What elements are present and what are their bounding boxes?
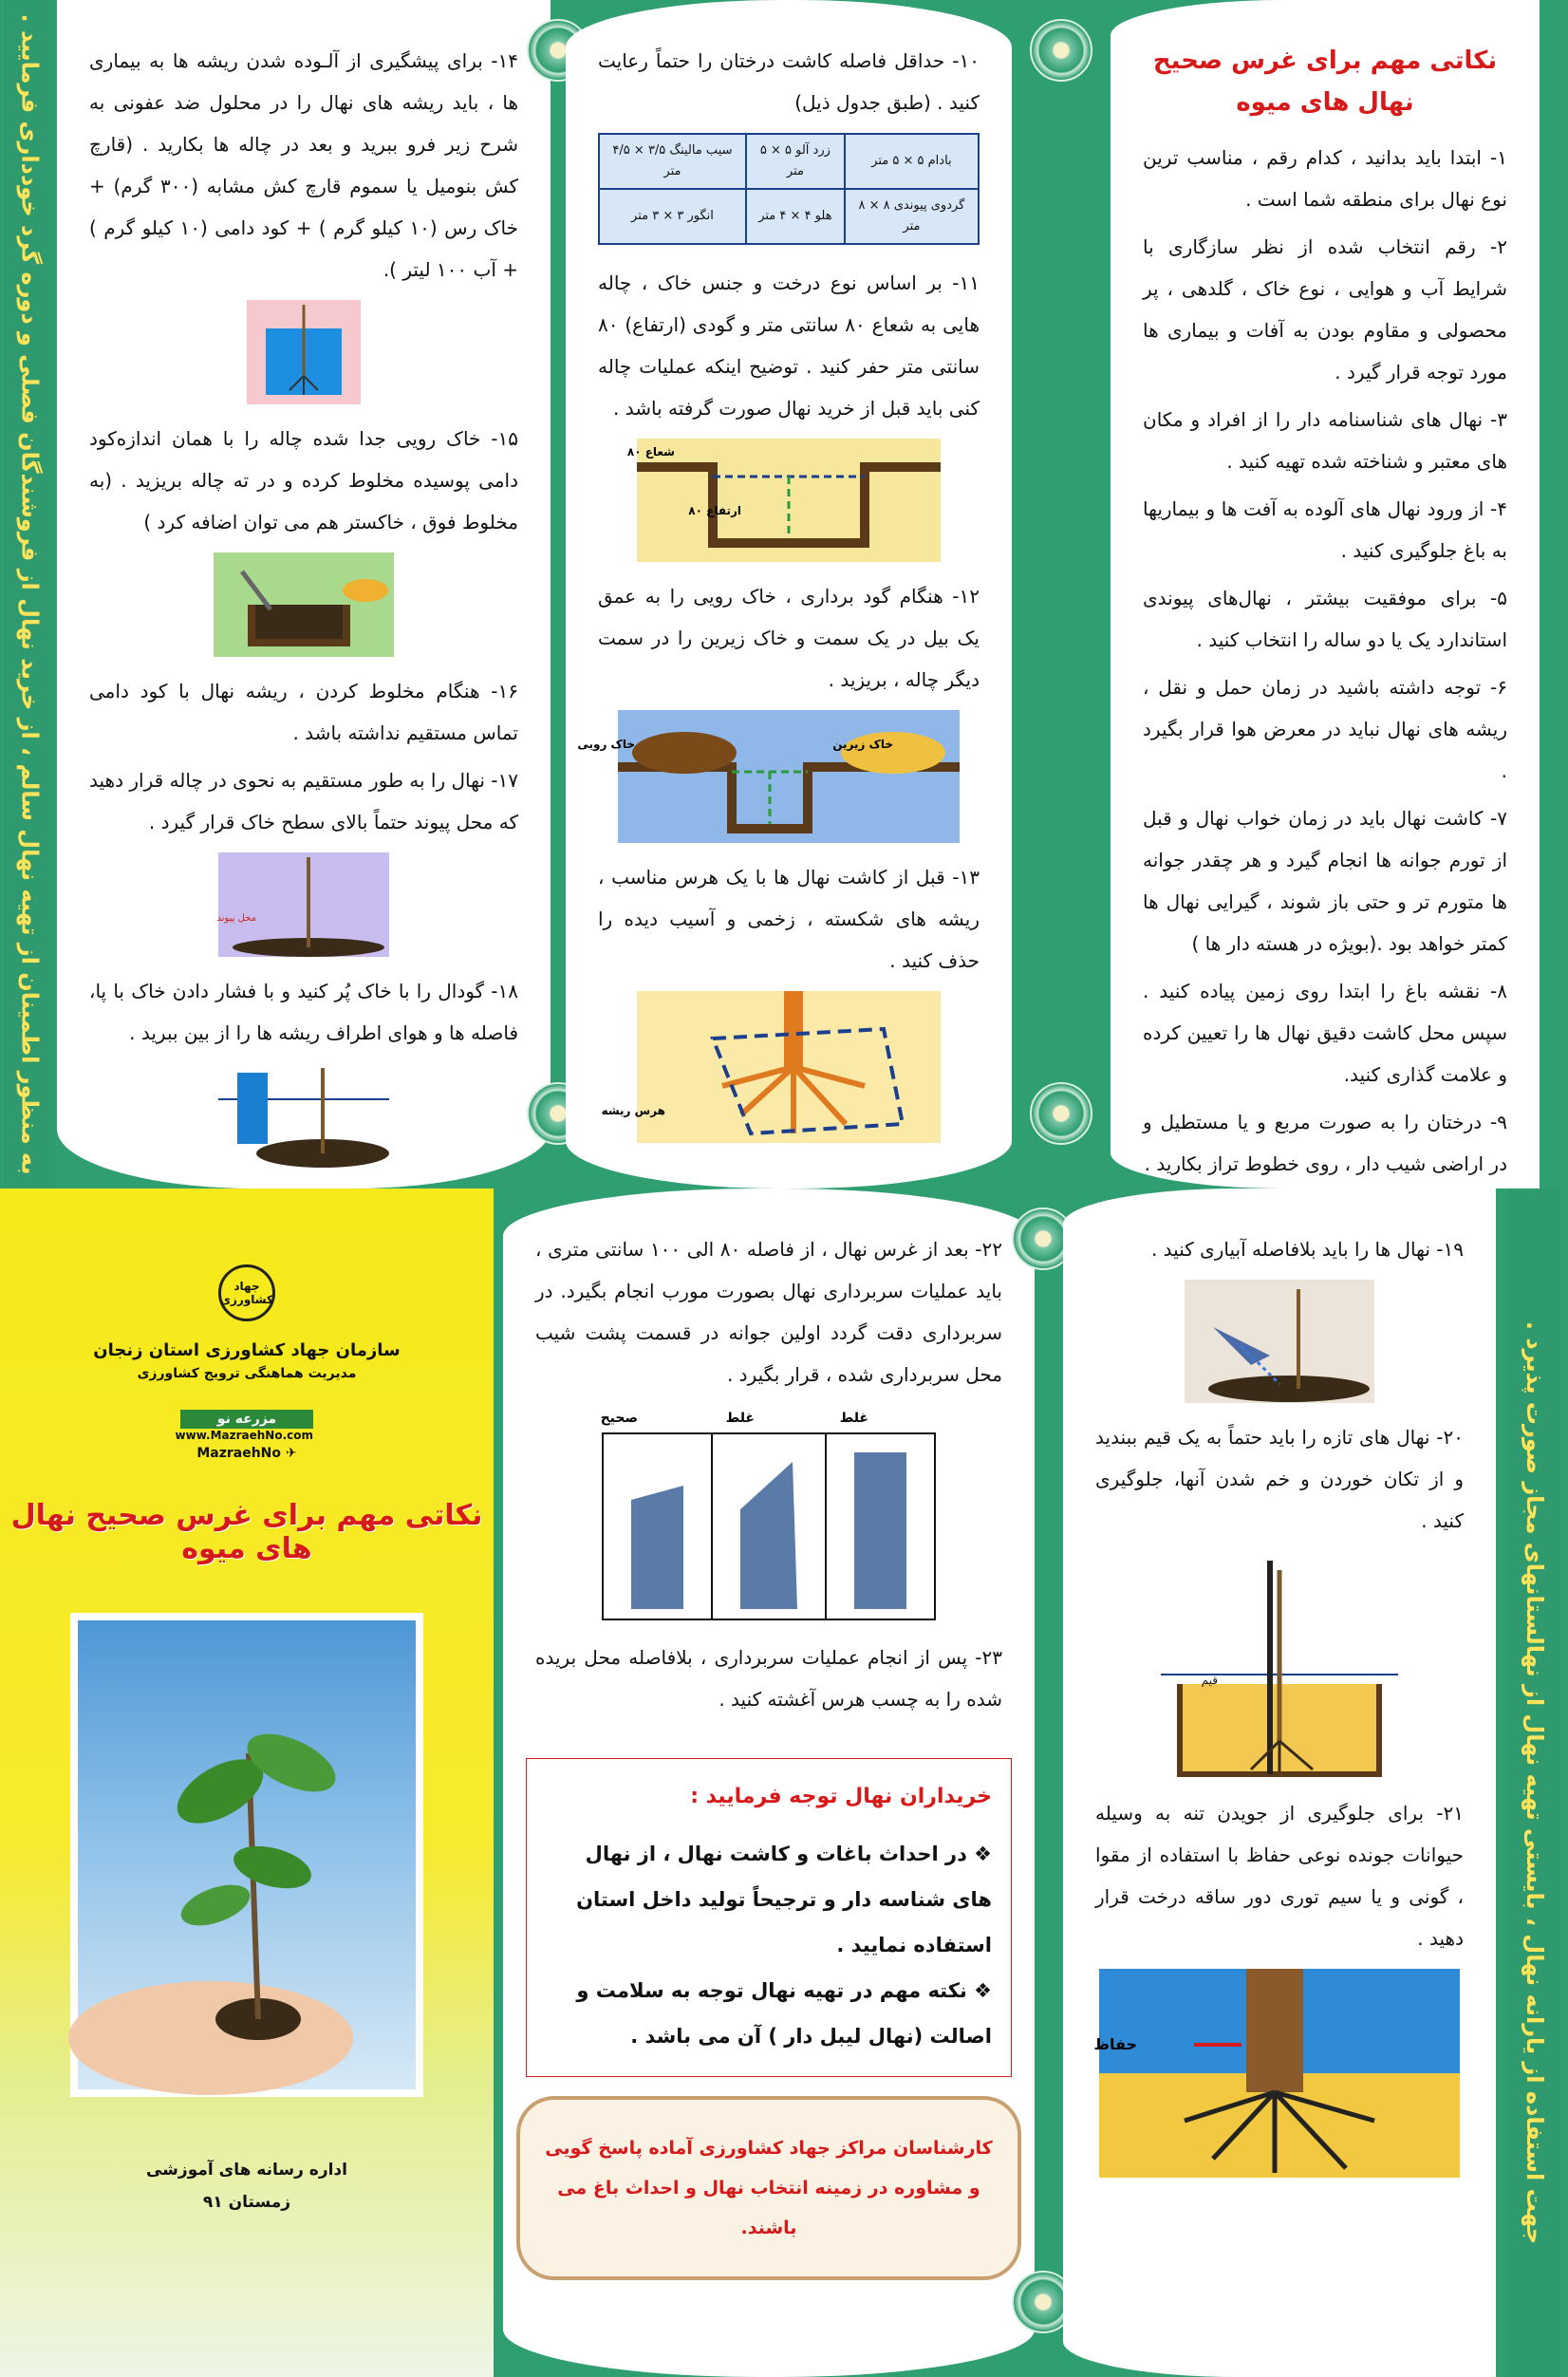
item-8: ۸- نقشه باغ را ابتدا روی زمین پیاده کنید . سپس محل کاشت دقیق نهال ها را تعیین کرده و علامت گذاری کنید. — [1143, 980, 1507, 1086]
hand-seedling-photo — [70, 1613, 423, 2097]
column-items-19-21 — [1063, 1188, 1496, 2377]
ministry-logo — [218, 1264, 275, 1321]
notice-item: ❖ نکته مهم در تهیه نهال توجه به سلامت و اصالت (نهال لیبل دار ) آن می باشد . — [576, 1979, 992, 2048]
table-cell: سیب مالینگ ۳/۵ × ۴/۵ متر — [599, 134, 746, 189]
top-half — [0, 0, 1568, 1188]
subsoil-label: خاک زیرین — [832, 738, 893, 751]
root-pruning-illustration — [601, 991, 941, 1143]
item-9: ۹- درختان را به صورت مربع و یا مستطیل و در اراضی شیب دار ، روی خطوط تراز بکارید . — [1143, 1111, 1507, 1175]
item-23: ۲۳- پس از انجام عملیات سربرداری ، بلافاصله محل بریده شده را به چسب هرس آغشته کنید . — [535, 1646, 1002, 1711]
item-2: ۲- رقم انتخاب شده از نظر سازگاری با شرایط آب و هوایی ، نوع خاک ، گلدهی ، پر محصولی و مقاوم بودن به آفات و بیماری ها مورد توجه قرار گیرد . — [1143, 235, 1507, 384]
soil-press-illustration — [218, 1063, 389, 1168]
item-22: ۲۲- بعد از غرس نهال ، از فاصله ۸۰ الی ۱۰۰ سانتی متری ، باید عملیات سربرداری نهال بصورت مورب انجام بگیرد. در سربرداری دقت گردد اولین جوانه در قسمت پشت شیب محل سربرداری شده ، قرار بگیرد . — [535, 1238, 1002, 1386]
item-14: ۱۴- برای پیشگیری از آلـوده شدن ریشه ها به بیماری ها ، باید ریشه های نهال را در محلول ضد عفونی به شرح زیر فرو ببرید و بعد در چاله ها بکارید . (قارچ کش بنومیل یا سموم قارچ کش مشابه (۳۰۰ گرم) + خاک رس (۱۰ کیلو گرم ) + کود دامی (۱۰ کیلو گرم ) + آب ۱۰۰ لیتر ). — [89, 49, 519, 281]
buyer-notice-box — [526, 1758, 1012, 2077]
item-4: ۴- از ورود نهال های آلوده به آفت ها و بیماریها به باغ جلوگیری کنید . — [1143, 497, 1507, 562]
left-side-text: به منظور اطمینان از تهیه نهال سالم ، از خرید نهال از فروشندگان فصلی و دوره گرد خودداری فرمایید . — [16, 13, 43, 1175]
ornament-medallion — [1030, 1082, 1092, 1145]
mazraeh-tag: مزرعه نو — [180, 1410, 313, 1429]
experts-banner: کارشناسان مراکز جهاد کشاورزی آماده پاسخ گویی و مشاوره در زمینه انتخاب نهال و احداث باغ می باشند. — [516, 2096, 1021, 2280]
column-items-1-9 — [1111, 0, 1540, 1188]
item-17: ۱۷- نهال را به طور مستقیم به نحوی در چاله قرار دهید که محل پیوند حتماً بالای سطح خاک قرار گیرد . — [89, 769, 518, 833]
telegram-icon: ✈ — [281, 1446, 297, 1461]
page-title: نکاتی مهم برای غرس صحیح نهال های میوه — [1152, 47, 1498, 117]
cover-title: نکاتی مهم برای غرس صحیح نهال های میوه — [10, 1499, 483, 1565]
logo-text: جهاد کشاورزی — [220, 1280, 273, 1306]
soil-separation-illustration — [577, 710, 960, 843]
item-19: ۱۹- نهال ها را باید بلافاصله آبیاری کنید . — [1150, 1238, 1464, 1261]
radius-label: شعاع ۸۰ — [626, 445, 675, 459]
topsoil-label: خاک رویی — [577, 738, 635, 751]
item-20: ۲۰- نهال های تازه را باید حتماً به یک قیم ببندید و از تکان خوردن و خم شدن آنها، جلوگیری کنید . — [1095, 1426, 1464, 1532]
org-department: مدیریت هماهنگی ترویج کشاورزی — [137, 1366, 357, 1381]
cut-label-wrong: غلط — [725, 1411, 755, 1426]
pit-dimension-illustration — [626, 439, 941, 562]
item-3: ۳- نهال های شناسنامه دار را از افراد و مکان های معتبر و شناخته شده تهیه کنید . — [1143, 408, 1507, 473]
notice-title: خریداران نهال توجه فرمایید : — [690, 1785, 992, 1808]
left-side-banner — [4, 0, 55, 1188]
trunk-guard-illustration — [1093, 1969, 1460, 2178]
height-label: ارتفاع ۸۰ — [688, 504, 741, 517]
watering-illustration — [1185, 1280, 1374, 1403]
guard-label: حفاظ — [1093, 2035, 1137, 2053]
item-5: ۵- برای موفقیت بیشتر ، نهال‌های پیوندی استاندارد یک یا دو ساله را انتخاب کنید . — [1143, 587, 1507, 651]
table-row — [599, 189, 979, 244]
column-items-22-23 — [503, 1188, 1035, 2377]
table-cell: هلو ۴ × ۴ متر — [746, 189, 845, 244]
mazraeh-logo — [175, 1410, 313, 1461]
item-12: ۱۲- هنگام گود برداری ، خاک رویی را به عمق یک بیل در یک سمت و خاک زیرین را در سمت دیگر چاله ، بریزید . — [598, 585, 980, 691]
item-10: ۱۰- حداقل فاصله کاشت درختان را حتماً رعایت کنید . (طبق جدول ذیل) — [598, 49, 980, 114]
item-6: ۶- توجه داشته باشید در زمان حمل و نقل ، ریشه های نهال نباید در معرض هوا قرار بگیرد . — [1143, 676, 1507, 782]
column-items-10-13 — [566, 0, 1012, 1188]
cover-footer — [0, 2154, 494, 2218]
graft-position-illustration — [218, 852, 389, 957]
table-cell: بادام ۵ × ۵ متر — [845, 134, 979, 189]
item-7: ۷- کاشت نهال باید در زمان خواب نهال و قبل از تورم جوانه ها انجام گیرد و هر چقدر جوانه ها متورم تر و حتی باز شوند ، گیرایی نهال ها کمتر خواهد بود .(بویژه در هسته دار ها ) — [1143, 807, 1507, 955]
item-21: ۲۱- برای جلوگیری از جویدن تنه به وسیله حیوانات جونده نوعی حفاظ با استفاده از مقوا ، گونی و یا سیم توری دور ساقه درخت قرار دهید . — [1095, 1802, 1464, 1950]
item-11: ۱۱- بر اساس نوع درخت و جنس خاک ، چاله هایی به شعاع ۸۰ سانتی متر و گودی (ارتفاع) ۸۰ سانتی متر حفر کنید . توضیح اینکه عملیات چاله کنی باید قبل از خرید نهال صورت گرفته باشد . — [598, 271, 980, 420]
item-15: ۱۵- خاک رویی جدا شده چاله را با همان اندازه‌کود دامی پوسیده مخلوط کرده و در ته چاله بریزید . (به مخلوط فوق ، خاکستر هم می توان اضافه کرد ) — [89, 427, 518, 533]
org-name: سازمان جهاد کشاورزی استان زنجان — [93, 1340, 401, 1360]
footer-office: اداره رسانه های آموزشی — [145, 2161, 347, 2180]
bottom-half — [0, 1188, 1568, 2377]
mazraeh-url[interactable]: www.MazraehNo.com — [175, 1429, 313, 1442]
right-side-banner — [1509, 1188, 1560, 2377]
planting-distance-table — [598, 133, 980, 245]
item-18: ۱۸- گودال را با خاک پُر کنید و با فشار دادن خاک با پا، فاصله ها و هوای اطراف ریشه ها را از بین ببرید . — [89, 980, 518, 1044]
table-cell: انگور ۳ × ۳ متر — [599, 189, 746, 244]
stake-label: قیم — [1201, 1674, 1218, 1687]
root-dip-illustration — [247, 300, 361, 404]
table-cell: گردوی پیوندی ۸ × ۸ متر — [845, 189, 979, 244]
hand-seedling-graphic — [78, 1620, 416, 2089]
table-cell: زرد آلو ۵ × ۵ متر — [746, 134, 845, 189]
manure-mix-illustration — [214, 552, 394, 657]
root-prune-label: هرس ریشه — [601, 1104, 665, 1117]
telegram-text: MazraehNo — [196, 1446, 282, 1461]
ornament-medallion — [1030, 19, 1092, 82]
notice-item: ❖ در احداث باغات و کاشت نهال ، از نهال های شناسه دار و ترجیحاً تولید داخل استان استفاده نمایید . — [576, 1843, 992, 1956]
table-row — [599, 134, 979, 189]
stake-illustration — [1161, 1551, 1398, 1779]
telegram-handle[interactable] — [180, 1446, 313, 1461]
column-items-14-18 — [57, 0, 551, 1188]
cover-panel — [0, 1188, 494, 2377]
right-side-text: جهت استفاده از یارانه نهال ، بایستی تهیه نهال از نهالستانهای مجاز صورت پذیرد . — [1521, 1320, 1548, 2245]
footer-date: زمستان ۹۱ — [202, 2193, 291, 2212]
cut-label-wrong: غلط — [839, 1411, 868, 1426]
graft-label: محل پیوند — [216, 913, 256, 924]
pruning-cut-illustration — [598, 1405, 940, 1623]
item-13: ۱۳- قبل از کاشت نهال ها با یک هرس مناسب ، ریشه های شکسته ، زخمی و آسیب دیده را حذف کنید . — [598, 866, 980, 972]
item-1: ۱- ابتدا باید بدانید ، کدام رقم ، مناسب ترین نوع نهال برای منطقه شما است . — [1143, 146, 1507, 211]
item-16: ۱۶- هنگام مخلوط کردن ، ریشه نهال با کود دامی تماس مستقیم نداشته باشد . — [89, 680, 518, 744]
cut-label-correct: صحیح — [600, 1411, 638, 1426]
